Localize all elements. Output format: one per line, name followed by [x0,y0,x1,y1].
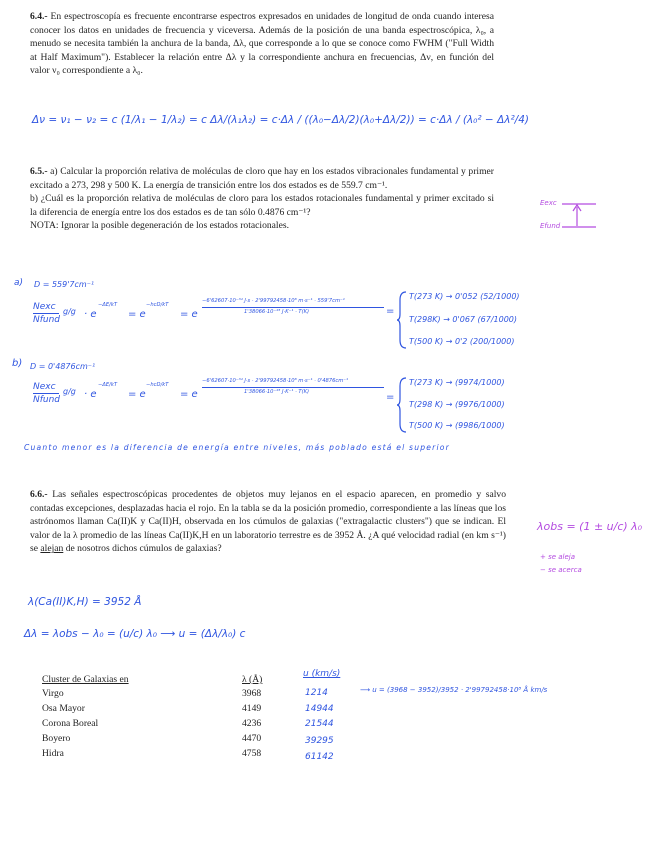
hw-6-5-a-exp3: = e [180,309,198,320]
hw-6-5-b-result-2: T(298 K) → (9976/1000) [409,400,505,409]
problem-6-6-alejan: alejan [40,543,64,555]
table-header-velocity: u (km/s) [303,669,341,679]
table-row-u: 1214 [305,688,328,698]
problem-6-4 [30,10,494,78]
problem-6-5-note: NOTA: Ignorar la posible degeneración de los estados rotacionales. [30,220,289,232]
hw-6-5-b-exp2: = e [128,389,146,400]
hw-6-5-b-fraction-bar [33,393,59,394]
hw-energy-fund-label: Efund [540,222,561,230]
hw-6-5-conclusion: Cuanto menor es la diferencia de energía entre niveles, más poblado está el superior [24,443,450,452]
table-row-name: Hidra [42,748,64,759]
hw-6-5-b-g-ratio: g/g [63,387,76,396]
hw-energy-exc-label: Eexc [540,199,557,207]
hw-6-5-b-exponent-den: 1'38066·10⁻²³ J·K⁻¹ · T(K) [244,389,309,395]
hw-6-5-b-constant: D = 0'4876cm⁻¹ [30,362,96,371]
table-row-lambda: 3968 [242,688,262,699]
hw-6-5-b-ratio-exc: Nexc [33,382,56,392]
problem-6-5-part-a: a) Calcular la proporción relativa de moléculas de cloro que hay en los estados vibracionales fundamental y primer excitado a 273, 298 y 500 K. La energía de transición entre los dos estados es de 559.7 cm⁻¹. [30,166,494,191]
problem-6-4-text: En espectroscopía es frecuente encontrarse espectros expresados en unidades de longitud de onda cuando interesa conocer los datos en unidades de frecuencia y viceversa. Además de la posición de una banda espectroscópica, λ₀, a menudo se necesita también la anchura de la banda, Δλ, que corresponde a lo que se conoce como FWHM ("Full Width at Half Maximum"). Establecer la relación entre Δλ y la correspondiente anchura en frecuencias, Δν, en función del valor ν₀ correspondiente a λ₀. [30,11,495,77]
hw-6-5-a-exponent-den: 1'38066·10⁻²³ J·K⁻¹ · T(K) [244,309,309,315]
hw-6-5-a-label: a) [14,278,24,288]
table-row-lambda: 4149 [242,703,262,714]
hw-6-5-a-exponent-num: −6'62607·10⁻³⁴ J·s · 2'99792458·10⁸ m·s⁻¹ · 559'7cm⁻¹ [202,298,345,304]
problem-6-5-number: 6.5.- [30,166,48,177]
hw-6-5-b-exp3: = e [180,389,198,400]
hw-6-5-b-exp2-sup: −hcD/kT [146,382,169,388]
hw-6-5-b-ratio-fund: Nfund [33,395,61,405]
hw-6-6-side-minus: − se acerca [540,566,582,574]
hw-6-5-b-result-3: T(500 K) → (9986/1000) [409,421,505,430]
hw-6-5-b-label: b) [12,358,23,369]
table-row-u: 21544 [305,719,334,729]
hw-6-6-arrow-formula: ⟶ u = (3968 − 3952)/3952 · 2'99792458·10⁸ Å km/s [360,686,548,694]
problem-6-6-text-1: Las señales espectroscópicas procedentes de objetos muy lejanos en el espacio aparecen, en promedio y salvo contadas excepciones, desplazadas hacia el rojo. En la tabla se da la posición promedio, correspondiente a las líneas que los astrónomos llaman Ca(II)K y Ca(II)H, observada en los cúmulos de galaxias ("extragalactic clusters") que se indican. El valor de la λ promedio de las líneas Ca(II)K,H en un laboratorio terrestre es de 3952 Å. ¿A qué velocidad radial (en km s⁻¹) se [30,489,506,555]
hw-6-6-lambda-lab: λ(Ca(II)K,H) = 3952 Å [28,596,142,608]
hw-6-5-a-fraction-bar [33,313,59,314]
hw-6-5-a-result-3: T(500 K) → 0'2 (200/1000) [409,337,515,346]
hw-6-5-a-exp1-sup: −ΔE/kT [98,302,118,308]
table-header-cluster: Cluster de Galaxias en [42,674,129,685]
hw-6-5-a-ratio-fund: Nfund [33,315,61,325]
hw-6-5-a-g-ratio: g/g [63,307,76,316]
hw-6-6-side-formula: λobs = (1 ± u/c) λ₀ [537,520,643,533]
table-row-lambda: 4470 [242,733,262,744]
table-row-u: 14944 [305,704,334,714]
hw-6-5-b-equals: = [386,392,395,403]
hw-6-5-a-equals: = [386,306,395,317]
table-row-name: Virgo [42,688,64,699]
problem-6-6-number: 6.6.- [30,489,48,500]
hw-6-5-b-exponent-num: −6'62607·10⁻³⁴ J·s · 2'99792458·10⁸ m·s⁻¹ · 0'4876cm⁻¹ [202,378,349,384]
hw-6-5-b-exp1-sup: −ΔE/kT [98,382,118,388]
hw-6-5-a-ratio-exc: Nexc [33,302,56,312]
hw-6-5-b-result-1: T(273 K) → (9974/1000) [409,378,505,387]
problem-6-5-part-b: b) ¿Cuál es la proporción relativa de moléculas de cloro para los estados rotacionales fundamental y primer excitado si la diferencia de energía entre los dos estados es de tan sólo 0.4876 cm⁻¹? [30,193,494,218]
problem-6-6-text-2: de nosotros dichos cúmulos de galaxias? [65,543,222,555]
hw-6-6-side-plus: + se aleja [540,553,576,561]
table-row-lambda: 4758 [242,748,262,759]
hw-6-5-b-brace [396,376,408,434]
table-row-lambda: 4236 [242,718,262,729]
hw-6-5-a-exponent-bar [202,307,384,308]
table-header-lambda: λ (Å) [242,674,263,685]
energy-level-diagram [560,200,600,232]
hw-6-5-b-exp1: · e [84,389,97,400]
hw-6-4-formula: Δν = ν₁ − ν₂ = c (1/λ₁ − 1/λ₂) = c Δλ/(λ₁λ₂) = c·Δλ / ((λ₀−Δλ/2)(λ₀+Δλ/2)) = c·Δλ / (λ₀² − Δλ²/4) [32,114,529,126]
table-row-u: 39295 [305,736,334,746]
hw-6-5-a-brace [396,290,408,350]
hw-6-5-a-exp2: = e [128,309,146,320]
table-row-u: 61142 [305,752,334,762]
problem-6-6 [30,488,506,556]
hw-6-5-a-result-2: T(298K) → 0'067 (67/1000) [409,315,518,324]
table-row-name: Corona Boreal [42,718,99,729]
problem-6-5 [30,165,494,233]
hw-6-6-delta-formula: Δλ = λobs − λ₀ = (u/c) λ₀ ⟶ u = (Δλ/λ₀) c [24,628,246,640]
table-row-name: Osa Mayor [42,703,85,714]
problem-6-4-number: 6.4.- [30,11,48,22]
hw-6-5-a-constant: D = 559'7cm⁻¹ [34,280,95,289]
table-row-name: Boyero [42,733,71,744]
hw-6-5-a-result-1: T(273 K) → 0'052 (52/1000) [409,292,520,301]
hw-6-5-b-exponent-bar [202,387,384,388]
hw-6-5-a-exp1: · e [84,309,97,320]
hw-6-5-a-exp2-sup: −hcD/kT [146,302,169,308]
